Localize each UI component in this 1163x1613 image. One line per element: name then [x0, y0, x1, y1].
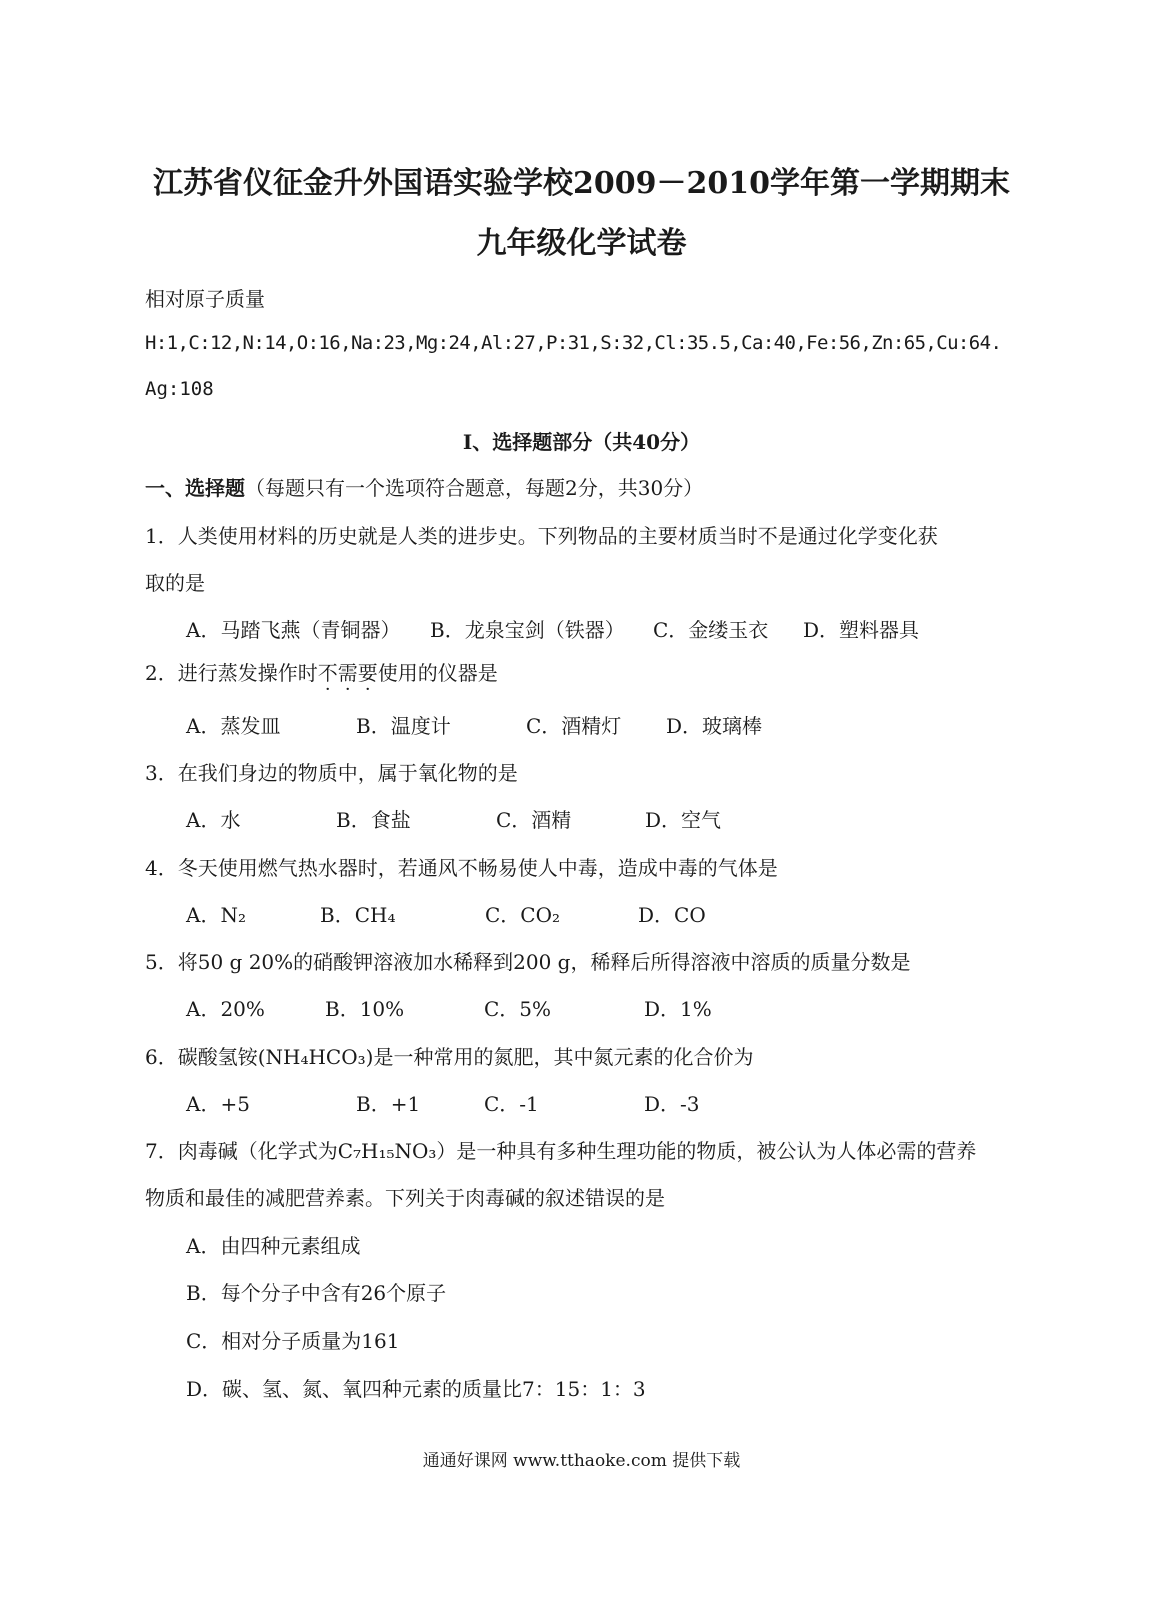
q4-option-a: A．N₂	[186, 903, 246, 927]
q6-option-d: D．-3	[644, 1092, 700, 1116]
q3-option-b: B．食盐	[336, 808, 411, 832]
q1-option-b: B．龙泉宝剑（铁器）	[430, 618, 625, 642]
q4-option-c: C．CO₂	[485, 903, 561, 927]
q4-option-d: D．CO	[638, 903, 706, 927]
part-title: 一、选择题	[145, 476, 245, 500]
q5-option-c: C．5%	[484, 997, 552, 1021]
q7-stem-line1: 7．肉毒碱（化学式为C₇H₁₅NO₃）是一种具有多种生理功能的物质，被公认为人体必需的营养	[145, 1139, 977, 1163]
atomic-mass-line1: H:1,C:12,N:14,O:16,Na:23,Mg:24,Al:27,P:31,S:32,Cl:35.5,Ca:40,Fe:56,Zn:65,Cu:64.	[145, 332, 1002, 354]
q4-option-b: B．CH₄	[320, 903, 396, 927]
q5-option-a: A．20%	[186, 997, 265, 1021]
q1-stem-line1: 1．人类使用材料的历史就是人类的进步史。下列物品的主要材质当时不是通过化学变化获	[145, 524, 938, 548]
footer-credit: 通通好课网 www.tthaoke.com 提供下载	[422, 1451, 741, 1471]
q7-stem-line2: 物质和最佳的减肥营养素。下列关于肉毒碱的叙述错误的是	[145, 1186, 665, 1210]
q3-option-a: A．水	[186, 808, 241, 832]
part-heading	[145, 472, 703, 501]
q5-option-d: D．1%	[644, 997, 712, 1021]
q3-stem: 3．在我们身边的物质中，属于氧化物的是	[145, 761, 518, 785]
q2-stem-post: 使用的仪器是	[377, 661, 498, 685]
q3-option-c: C．酒精	[496, 808, 572, 832]
section-title: Ⅰ、选择题部分（共40分）	[462, 430, 701, 454]
q5-stem: 5．将50 g 20%的硝酸钾溶液加水稀释到200 g，稀释后所得溶液中溶质的质量分数是	[145, 950, 911, 974]
q2-stem	[145, 657, 498, 686]
q1-option-c: C．金缕玉衣	[653, 618, 769, 642]
q2-stem-emphasis: 不需要	[317, 661, 378, 685]
q5-option-b: B．10%	[325, 997, 405, 1021]
q6-option-c: C．-1	[484, 1092, 539, 1116]
q6-option-b: B．+1	[356, 1092, 421, 1116]
q1-stem-line2: 取的是	[145, 571, 205, 595]
q6-option-a: A．+5	[186, 1092, 250, 1116]
q2-option-c: C．酒精灯	[526, 714, 622, 738]
page-title-line2: 九年级化学试卷	[476, 226, 687, 261]
q2-option-b: B．温度计	[356, 714, 451, 738]
q1-option-a: A．马踏飞燕（青铜器）	[186, 618, 401, 642]
q2-stem-pre: 2．进行蒸发操作时	[145, 661, 318, 685]
q4-stem: 4．冬天使用燃气热水器时，若通风不畅易使人中毒，造成中毒的气体是	[145, 856, 778, 880]
q7-option-c: C．相对分子质量为161	[186, 1329, 400, 1353]
atomic-mass-line2: Ag:108	[145, 378, 214, 400]
part-note: （每题只有一个选项符合题意，每题2分，共30分）	[245, 476, 704, 500]
page-title-line1: 江苏省仪征金升外国语实验学校2009－2010学年第一学期期末	[153, 166, 1010, 201]
atomic-mass-label: 相对原子质量	[145, 287, 265, 311]
q2-option-a: A．蒸发皿	[186, 714, 281, 738]
q7-option-b: B．每个分子中含有26个原子	[186, 1281, 447, 1305]
q6-stem: 6．碳酸氢铵(NH₄HCO₃)是一种常用的氮肥，其中氮元素的化合价为	[145, 1045, 754, 1069]
q2-option-d: D．玻璃棒	[666, 714, 763, 738]
q7-option-a: A．由四种元素组成	[186, 1234, 361, 1258]
q1-option-d: D．塑料器具	[803, 618, 920, 642]
q3-option-d: D．空气	[645, 808, 722, 832]
q7-option-d: D．碳、氢、氮、氧四种元素的质量比7：15：1：3	[186, 1377, 646, 1401]
